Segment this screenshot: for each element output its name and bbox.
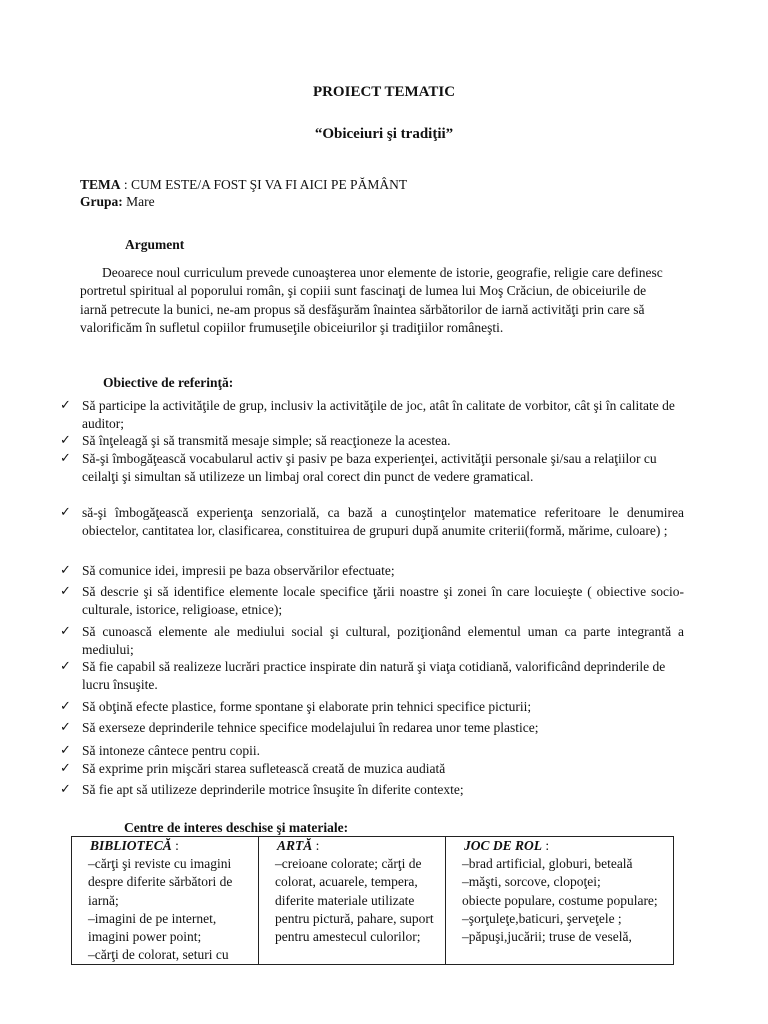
center-material: –creioane colorate; cărţi de colorat, acuarele, tempera, diferite materiale utilizate pentru pictură, pahare, suport pentru amestecul culorilor; bbox=[275, 856, 434, 945]
argument-paragraph: Deoarece noul curriculum prevede cunoaşterea unor elemente de istorie, geografie, religie care definesc portretul spiritual al poporului român, şi copiii sunt fascinaţi de lumea lui Moş Crăciun, de obiceiurile de iarnă petrecute la bunici, ne-am propus să desfăşurăm înaintea sărbătorilor de iarnă activităţi prin care să valorificăm în sufletul copiilor frumuseţile obiceiurilor şi tradiţiilor româneşti. bbox=[80, 265, 663, 335]
objective-item: ✓ Să exerseze deprinderile tehnice specifice modelajului în redarea unor teme plastice; bbox=[60, 720, 539, 735]
objective-item: ✓ Să obţină efecte plastice, forme spontane şi elaborate prin tehnici specifice picturii; bbox=[60, 699, 532, 714]
center-material: –cărţi şi reviste cu imagini despre diferite sărbători de iarnă; bbox=[88, 856, 233, 908]
center-title: JOC DE ROL : bbox=[464, 838, 550, 853]
center-title: ARTĂ : bbox=[277, 838, 320, 853]
objective-item: ✓ Să înţeleagă şi să transmită mesaje simple; să reacţioneze la acestea. bbox=[60, 433, 451, 448]
center-material: –cărţi de colorat, seturi cu bbox=[88, 947, 229, 963]
objective-item: ✓ Să intoneze cântece pentru copii. bbox=[60, 743, 261, 758]
center-material: obiecte populare, costume populare; bbox=[462, 892, 658, 908]
tema-line bbox=[80, 176, 407, 193]
centers-heading: Centre de interes deschise şi materiale: bbox=[124, 820, 349, 835]
center-material: –brad artificial, globuri, beteală bbox=[462, 856, 633, 872]
checkmark-icon: ✓ bbox=[60, 720, 71, 735]
tema-value: : CUM ESTE/A FOST ŞI VA FI AICI PE PĂMÂNT bbox=[120, 177, 408, 192]
center-material: –măşti, sorcove, clopoţei; bbox=[462, 874, 601, 890]
center-biblioteca bbox=[72, 837, 259, 965]
checkmark-icon: ✓ bbox=[60, 505, 71, 520]
checkmark-icon: ✓ bbox=[60, 624, 71, 639]
center-joc-de-rol bbox=[446, 837, 674, 965]
centers-table bbox=[71, 836, 674, 965]
tema-label: TEMA bbox=[80, 177, 121, 192]
objective-item: ✓ Să participe la activităţile de grup, inclusiv la activităţile de joc, atât în calitate de vorbitor, cât şi în calitate de auditor; bbox=[60, 398, 675, 431]
center-arta bbox=[259, 837, 446, 965]
objective-item: ✓ Să fie capabil să realizeze lucrări practice inspirate din natură şi viaţa cotidiană, valorificând deprinderile de lucru însuşite. bbox=[60, 659, 666, 692]
checkmark-icon: ✓ bbox=[60, 782, 71, 797]
grupa-value: Mare bbox=[122, 194, 155, 209]
objective-item: ✓ Să descrie şi să identifice elemente locale specifice ţării noastre şi zonei în care locuieşte ( obiective socio-culturale, istorice, religioase, etnice); bbox=[60, 584, 684, 617]
objective-item: ✓ Să exprime prin mişcări starea sufletească creată de muzica audiată bbox=[60, 761, 446, 776]
objectives-heading: Obiective de referinţă: bbox=[103, 375, 234, 390]
argument-heading: Argument bbox=[125, 237, 185, 252]
grupa-label: Grupa: bbox=[80, 194, 123, 209]
center-material: –imagini de pe internet, imagini power point; bbox=[88, 910, 217, 945]
checkmark-icon: ✓ bbox=[60, 699, 71, 714]
checkmark-icon: ✓ bbox=[60, 398, 71, 413]
objective-item: ✓ Să cunoască elemente ale mediului social şi cultural, poziţionând elementul uman ca parte integrantă a mediului; bbox=[60, 624, 684, 657]
objective-item: ✓ Să-şi îmbogăţească vocabularul activ şi pasiv pe baza experienţei, activităţii personale şi/sau a relaţiilor cu ceilalţi şi simultan să utilizeze un limbaj oral corect din punct de vedere gramatical. bbox=[60, 451, 657, 484]
checkmark-icon: ✓ bbox=[60, 584, 71, 599]
objective-item: ✓ Să fie apt să utilizeze deprinderile motrice însuşite în diferite contexte; bbox=[60, 782, 464, 797]
document-title: PROIECT TEMATIC bbox=[312, 84, 456, 100]
grupa-line bbox=[80, 193, 155, 210]
checkmark-icon: ✓ bbox=[60, 451, 71, 466]
objective-item: ✓ Să comunice idei, impresii pe baza observărilor efectuate; bbox=[60, 563, 395, 578]
center-material: –păpuşi,jucării; truse de veselă, bbox=[462, 929, 632, 945]
objective-item: ✓ să-şi îmbogăţească experienţa senzorială, ca bază a cunoştinţelor matematice referitoare le denumirea obiectelor, cantitatea lor, clasificarea, constituirea de grupuri după anumite criterii(formă, mărime, culoare) ; bbox=[60, 505, 684, 538]
checkmark-icon: ✓ bbox=[60, 433, 71, 448]
checkmark-icon: ✓ bbox=[60, 563, 71, 578]
checkmark-icon: ✓ bbox=[60, 659, 71, 674]
checkmark-icon: ✓ bbox=[60, 743, 71, 758]
document-subtitle: “Obiceiuri şi tradiţii” bbox=[314, 126, 454, 142]
checkmark-icon: ✓ bbox=[60, 761, 71, 776]
center-material: –şorţuleţe,baticuri, şerveţele ; bbox=[462, 910, 622, 926]
center-title: BIBLIOTECĂ : bbox=[90, 838, 179, 853]
